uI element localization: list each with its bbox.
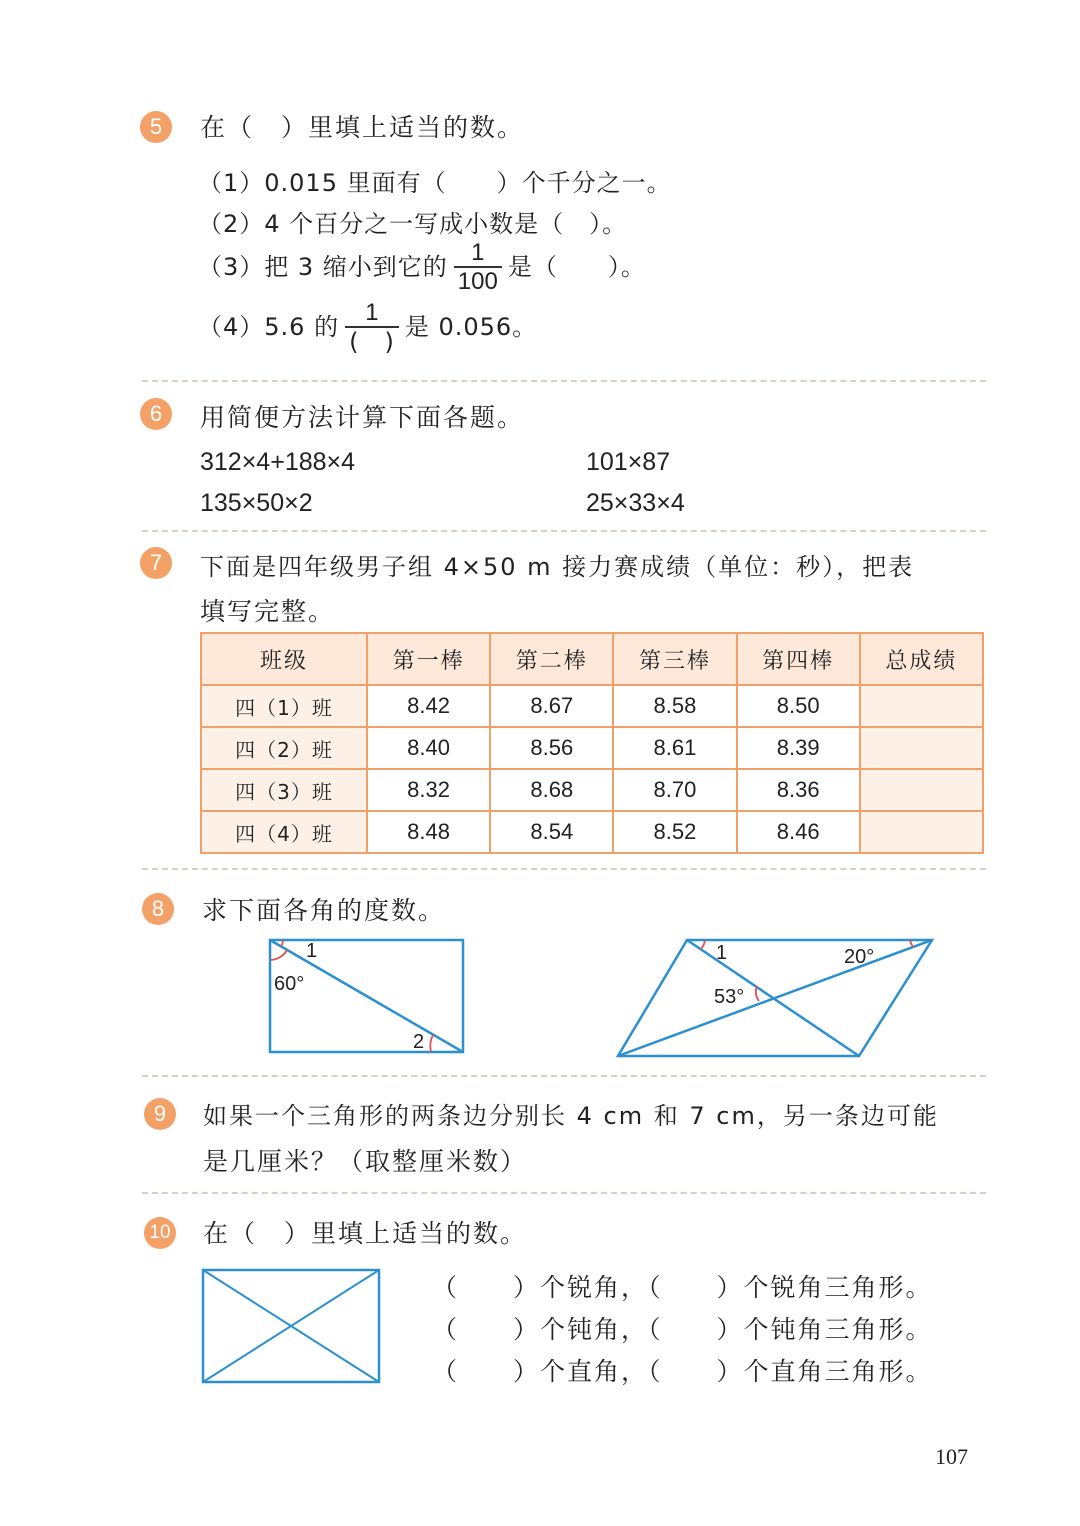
q5-item-4: [198, 300, 537, 356]
fraction-1-blank: [345, 300, 399, 356]
rectangle-diagonals-figure: [198, 1265, 386, 1387]
section-divider: [142, 868, 986, 870]
time-cell: 8.61: [613, 727, 736, 769]
q9-line2: 是几厘米？（取整厘米数）: [203, 1147, 528, 1176]
fraction-denominator: ( ): [349, 328, 395, 356]
class-cell: 四（3）班: [201, 769, 367, 811]
parallelogram-figure: [612, 934, 942, 1062]
fraction-numerator: 1: [454, 240, 502, 268]
time-cell: 8.40: [367, 727, 490, 769]
angle-60-arc: [270, 950, 287, 960]
angle-label-53: 53°: [714, 986, 745, 1008]
time-cell: 8.70: [613, 769, 736, 811]
table-row: [201, 727, 983, 769]
time-cell: 8.42: [367, 685, 490, 727]
total-cell[interactable]: [860, 727, 983, 769]
time-cell: 8.68: [490, 769, 613, 811]
q6-expr-1: 312×4+188×4: [200, 448, 356, 476]
col-header-leg2: 第二棒: [490, 633, 613, 685]
q5-item-4-prefix: （4）5.6 的: [198, 313, 340, 341]
q5-item-2: （2）4 个百分之一写成小数是（ ）。: [198, 210, 628, 238]
diagonal-line: [618, 940, 932, 1056]
section-divider: [142, 1075, 986, 1077]
q6-prompt: 用简便方法计算下面各题。: [200, 403, 525, 432]
page-number: 107: [935, 1444, 968, 1469]
q9-line1: 如果一个三角形的两条边分别长 4 cm 和 7 cm，另一条边可能: [203, 1102, 939, 1130]
table-row: [201, 769, 983, 811]
total-cell[interactable]: [860, 769, 983, 811]
total-cell[interactable]: [860, 811, 983, 853]
col-header-leg1: 第一棒: [367, 633, 490, 685]
fraction-1-100: [454, 240, 502, 296]
q6-expr-4: 25×33×4: [586, 489, 685, 517]
class-cell: 四（2）班: [201, 727, 367, 769]
time-cell: 8.58: [613, 685, 736, 727]
rectangle-diagonal-figure: [264, 934, 470, 1058]
angle-label-60: 60°: [274, 973, 305, 995]
q8-prompt: 求下面各角的度数。: [202, 896, 446, 925]
time-cell: 8.46: [737, 811, 860, 853]
col-header-leg4: 第四棒: [737, 633, 860, 685]
q10-right-line: （ ）个直角，（ ）个直角三角形。: [432, 1357, 933, 1386]
time-cell: 8.54: [490, 811, 613, 853]
angle-label-20: 20°: [844, 946, 875, 968]
q5-item-4-suffix: 是 0.056。: [404, 313, 538, 341]
class-cell: 四（4）班: [201, 811, 367, 853]
col-header-class: 班级: [201, 633, 367, 685]
section-divider: [142, 380, 986, 382]
class-cell: 四（1）班: [201, 685, 367, 727]
q5-prompt: 在（ ）里填上适当的数。: [200, 113, 525, 142]
question-number-9: 9: [144, 1098, 176, 1130]
section-divider: [142, 530, 986, 532]
angle-2-arc: [430, 1035, 433, 1052]
table-row: [201, 685, 983, 727]
relay-score-table: [200, 632, 984, 854]
q5-item-3-prefix: （3）把 3 缩小到它的: [198, 253, 448, 281]
col-header-total: 总成绩: [860, 633, 983, 685]
col-header-leg3: 第三棒: [613, 633, 736, 685]
angle-label-1: 1: [306, 940, 318, 962]
q10-acute-line: （ ）个锐角，（ ）个锐角三角形。: [432, 1273, 933, 1302]
question-number-7: 7: [140, 547, 172, 579]
question-number-6: 6: [140, 398, 172, 430]
question-number-10: 10: [144, 1217, 176, 1249]
q7-prompt-line2: 填写完整。: [200, 597, 336, 626]
time-cell: 8.39: [737, 727, 860, 769]
angle-1-arc: [701, 940, 705, 949]
table-header-row: [201, 633, 983, 685]
diagonal-line: [270, 940, 463, 1052]
time-cell: 8.56: [490, 727, 613, 769]
q6-expr-2: 101×87: [586, 448, 671, 476]
q10-obtuse-line: （ ）个钝角，（ ）个钝角三角形。: [432, 1315, 933, 1344]
total-cell[interactable]: [860, 685, 983, 727]
q5-item-1: （1）0.015 里面有（ ）个千分之一。: [198, 169, 672, 197]
question-number-5: 5: [140, 111, 172, 143]
time-cell: 8.48: [367, 811, 490, 853]
angle-label-2: 2: [413, 1031, 425, 1053]
time-cell: 8.52: [613, 811, 736, 853]
time-cell: 8.67: [490, 685, 613, 727]
q5-item-3: [198, 240, 646, 296]
time-cell: 8.32: [367, 769, 490, 811]
angle-label-1: 1: [716, 942, 728, 964]
q10-prompt: 在（ ）里填上适当的数。: [203, 1219, 528, 1248]
table-row: [201, 811, 983, 853]
time-cell: 8.50: [737, 685, 860, 727]
fraction-denominator: 100: [457, 268, 498, 295]
q5-item-3-suffix: 是（ ）。: [507, 253, 646, 281]
fraction-numerator: 1: [345, 300, 399, 328]
q6-expr-3: 135×50×2: [200, 489, 313, 517]
q7-prompt-line1: 下面是四年级男子组 4×50 m 接力赛成绩（单位：秒），把表: [200, 553, 915, 581]
time-cell: 8.36: [737, 769, 860, 811]
section-divider: [142, 1192, 986, 1194]
question-number-8: 8: [142, 893, 174, 925]
